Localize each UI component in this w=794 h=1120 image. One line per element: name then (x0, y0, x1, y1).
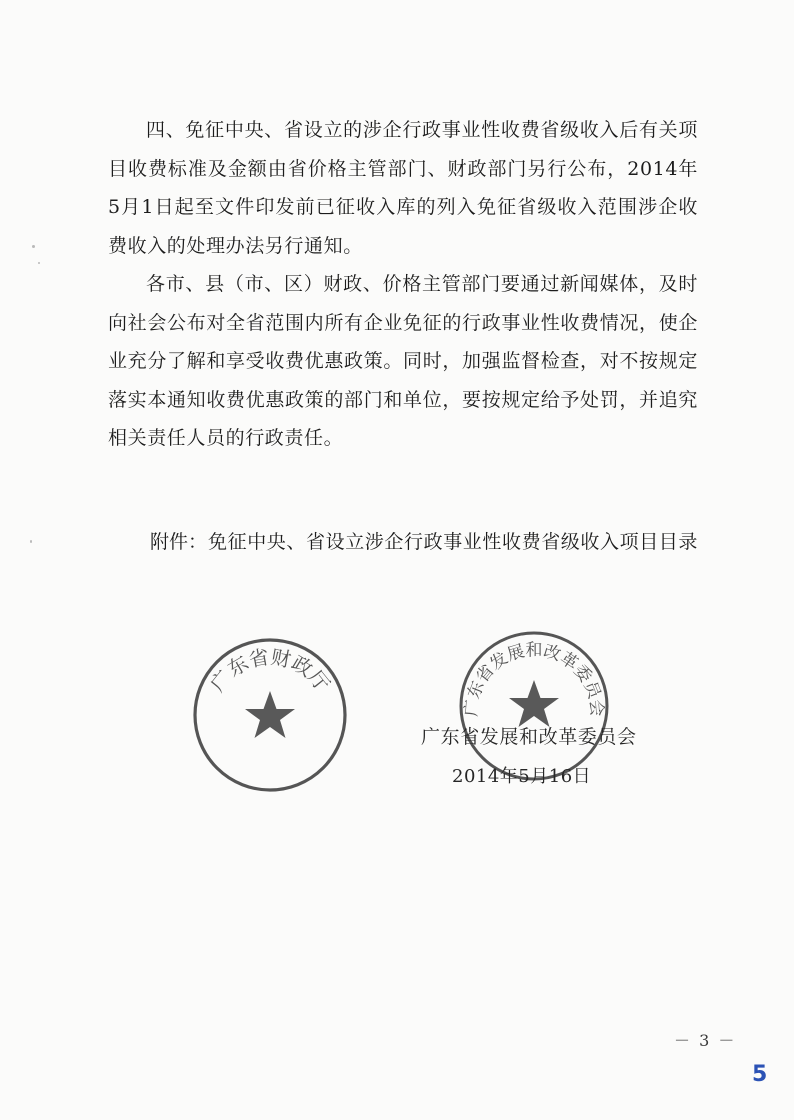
paragraph-publicity-supervision: 各市、县（市、区）财政、价格主管部门要通过新闻媒体，及时向社会公布对全省范围内所有企业免征的行政事业性收费情况，使企业充分了解和享受收费优惠政策。同时，加强监督检查，对不按规定落实本通知收费优惠政策的部门和单位，要按规定给予处罚，并追究相关责任人员的行政责任。 (108, 273, 698, 449)
scan-speck (30, 540, 32, 543)
attachment-title: 免征中央、省设立涉企行政事业性收费省级收入项目目录 (208, 531, 699, 553)
scan-speck (38, 262, 40, 264)
scan-speck (32, 245, 35, 248)
star-icon (245, 691, 295, 738)
seal-arc-text-path: 广东省财政厅 (205, 644, 335, 697)
scan-page-mark: 5 (752, 1062, 768, 1087)
paragraph-exemption-standards: 四、免征中央、省设立的涉企行政事业性收费省级收入后有关项目收费标准及金额由省价格主管部门、财政部门另行公布，2014年5月1日起至文件印发前已征收入库的列入免征省级收入范围涉企收费收入的处理办法另行通知。 (108, 119, 698, 257)
attachment-label: 附件： (150, 531, 208, 553)
finance-department-seal (192, 637, 348, 793)
star-icon (509, 680, 559, 727)
issue-date: 2014年5月16日 (452, 766, 592, 787)
seal-arc-text (205, 645, 335, 696)
seal-arc-text-path: 广东省发展和改革委员会 (461, 640, 607, 718)
development-reform-commission-seal (458, 630, 610, 782)
page-number: － 3 － (674, 1031, 737, 1050)
issuing-authority: 广东省发展和改革委员会 (421, 726, 637, 748)
